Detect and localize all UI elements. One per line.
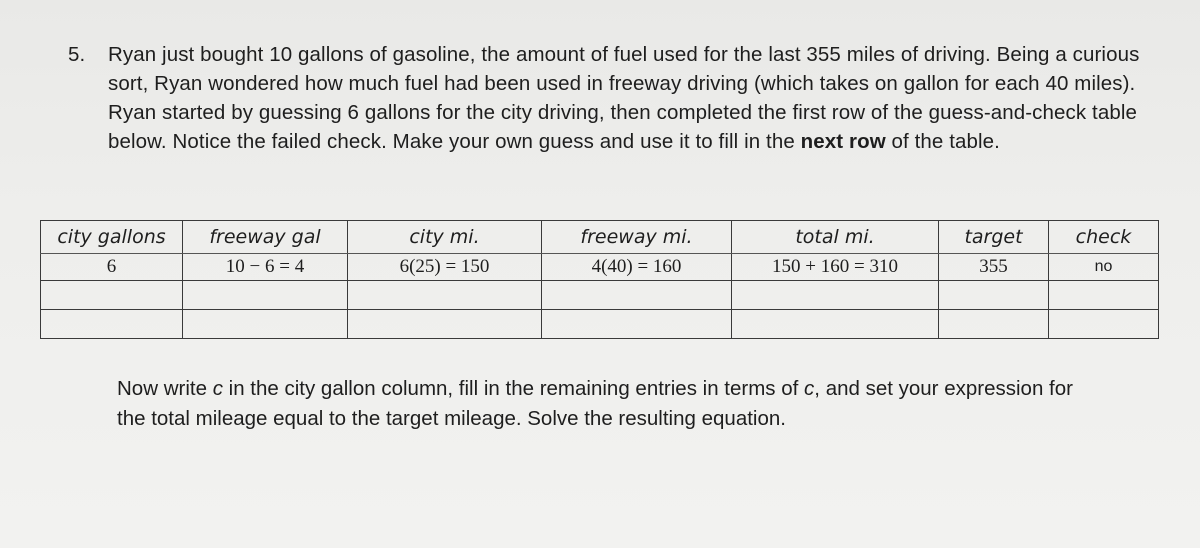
header-total-mi: total mi. (732, 221, 939, 254)
variable-c: c (212, 377, 223, 400)
table-row (41, 254, 1159, 281)
header-freeway-gal: freeway gal (183, 221, 348, 254)
instructions-part3: , and set your expression for the total mileage equal to the target mileage. Solve the resulting equation. (117, 377, 1073, 430)
instructions-part2: in the city gallon column, fill in the remaining entries in terms of (222, 377, 805, 400)
cell-city-gallons: 6 (41, 254, 183, 281)
blank-cell[interactable] (41, 310, 183, 339)
cell-city-mi: 6(25) = 150 (348, 254, 542, 281)
problem-text-part2: of the table. (885, 130, 1000, 153)
problem-5 (68, 40, 1178, 156)
table-header-row (41, 221, 1159, 254)
table-row-blank[interactable] (41, 310, 1159, 339)
problem-text-part1: Ryan just bought 10 gallons of gasoline, the amount of fuel used for the last 355 miles of driving. Being a curious sort, Ryan wondered how much fuel had been used in freeway driving (which takes on gallon for each 40 miles). Ryan started by guessing 6 gallons for the city driving, then completed the first row of the guess-and-check table below. Notice the failed check. Make your own guess and use it to fill in the (108, 43, 1140, 153)
problem-text-bold: next row (800, 130, 886, 153)
cell-target: 355 (939, 254, 1049, 281)
guess-and-check-table (40, 220, 1159, 339)
cell-check: no (1049, 254, 1159, 281)
blank-cell[interactable] (939, 281, 1049, 310)
instructions-part1: Now write (117, 377, 213, 400)
cell-freeway-gal: 10 − 6 = 4 (183, 254, 348, 281)
header-target: target (939, 221, 1049, 254)
table-row-blank[interactable] (41, 281, 1159, 310)
cell-freeway-mi: 4(40) = 160 (542, 254, 732, 281)
problem-statement (108, 40, 1178, 156)
blank-cell[interactable] (183, 281, 348, 310)
blank-cell[interactable] (542, 281, 732, 310)
blank-cell[interactable] (41, 281, 183, 310)
blank-cell[interactable] (348, 310, 542, 339)
instructions-text (117, 374, 1077, 434)
blank-cell[interactable] (348, 281, 542, 310)
cell-total-mi: 150 + 160 = 310 (732, 254, 939, 281)
blank-cell[interactable] (183, 310, 348, 339)
blank-cell[interactable] (1049, 281, 1159, 310)
blank-cell[interactable] (732, 281, 939, 310)
header-freeway-mi: freeway mi. (542, 221, 732, 254)
blank-cell[interactable] (732, 310, 939, 339)
problem-number: 5. (68, 43, 86, 66)
blank-cell[interactable] (1049, 310, 1159, 339)
blank-cell[interactable] (542, 310, 732, 339)
blank-cell[interactable] (939, 310, 1049, 339)
header-city-gallons: city gallons (41, 221, 183, 254)
header-check: check (1049, 221, 1159, 254)
header-city-mi: city mi. (348, 221, 542, 254)
variable-c: c (804, 377, 815, 400)
